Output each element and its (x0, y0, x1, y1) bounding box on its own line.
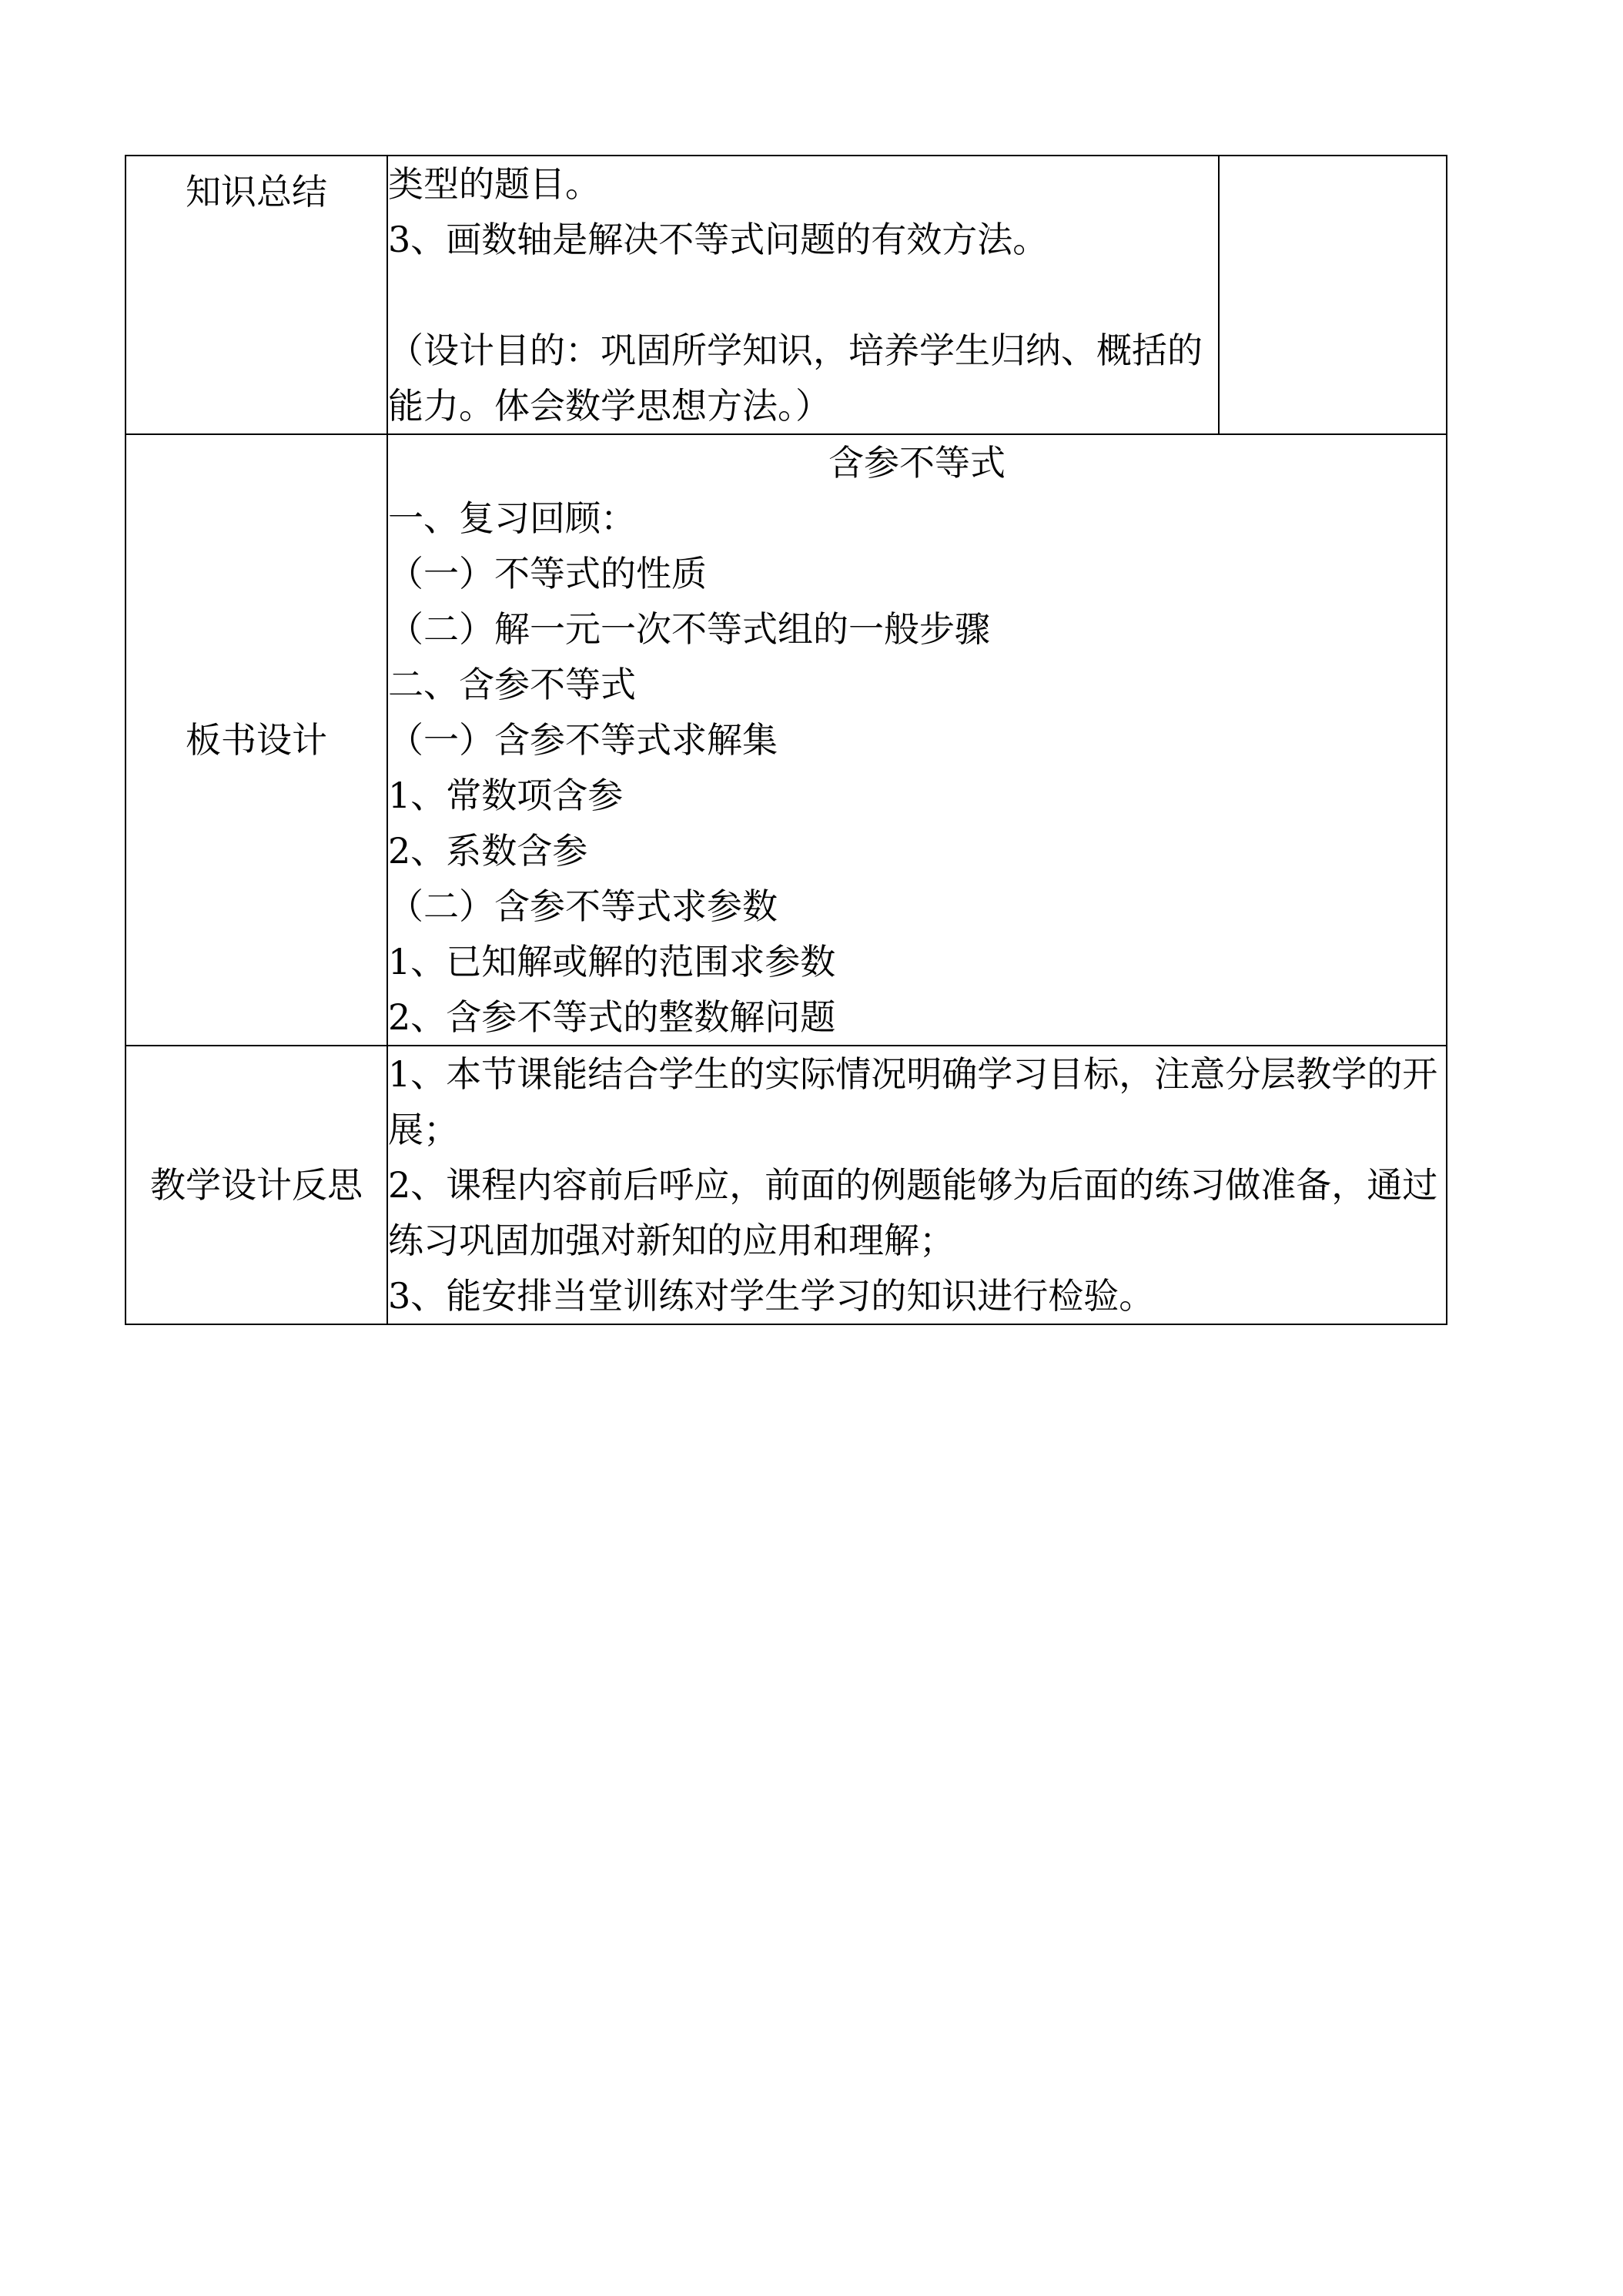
board-line-1: 一、复习回顾： (388, 497, 636, 539)
board-line-5: （一）含参不等式求解集 (388, 719, 778, 761)
summary-content-cell (387, 156, 1219, 434)
reflection-item-2: 2、课程内容前后呼应，前面的例题能够为后面的练习做准备，通过练习巩固加强对新知的应用和理解； (388, 1164, 1438, 1261)
summary-line-2: 3、画数轴是解决不等式问题的有效方法。 (388, 219, 1049, 260)
reflection-row (125, 1046, 1447, 1324)
summary-design-purpose: （设计目的：巩固所学知识，培养学生归纳、概括的能力。体会数学思想方法。） (388, 330, 1203, 427)
board-line-8: （二）含参不等式求参数 (388, 885, 778, 927)
board-line-4: 二、含参不等式 (388, 664, 636, 705)
summary-label: 知识总结 (186, 171, 327, 213)
board-label: 板书设计 (186, 719, 327, 761)
summary-blank-line (388, 267, 1218, 323)
board-content-cell (387, 434, 1447, 1046)
lesson-plan-table (125, 155, 1447, 1325)
board-line-7: 2、系数含参 (388, 830, 588, 872)
reflection-content-cell (387, 1046, 1447, 1324)
reflection-label: 教学设计反思 (150, 1164, 363, 1206)
reflection-item-1: 1、本节课能结合学生的实际情况明确学习目标，注意分层教学的开展； (388, 1053, 1438, 1150)
reflection-item-3: 3、能安排当堂训练对学生学习的知识进行检验。 (388, 1275, 1155, 1317)
board-line-3: （二）解一元一次不等式组的一般步骤 (388, 608, 990, 650)
board-title: 含参不等式 (828, 442, 1006, 484)
summary-row (125, 156, 1447, 434)
board-line-10: 2、含参不等式的整数解问题 (388, 996, 836, 1038)
board-line-2: （一）不等式的性质 (388, 553, 707, 594)
summary-label-cell (125, 156, 387, 434)
reflection-label-cell (125, 1046, 387, 1324)
board-line-9: 1、已知解或解的范围求参数 (388, 941, 836, 982)
summary-line-1: 类型的题目。 (388, 163, 601, 205)
board-label-cell (125, 434, 387, 1046)
summary-extra-cell (1219, 156, 1447, 434)
board-row (125, 434, 1447, 1046)
board-line-6: 1、常数项含参 (388, 775, 624, 816)
